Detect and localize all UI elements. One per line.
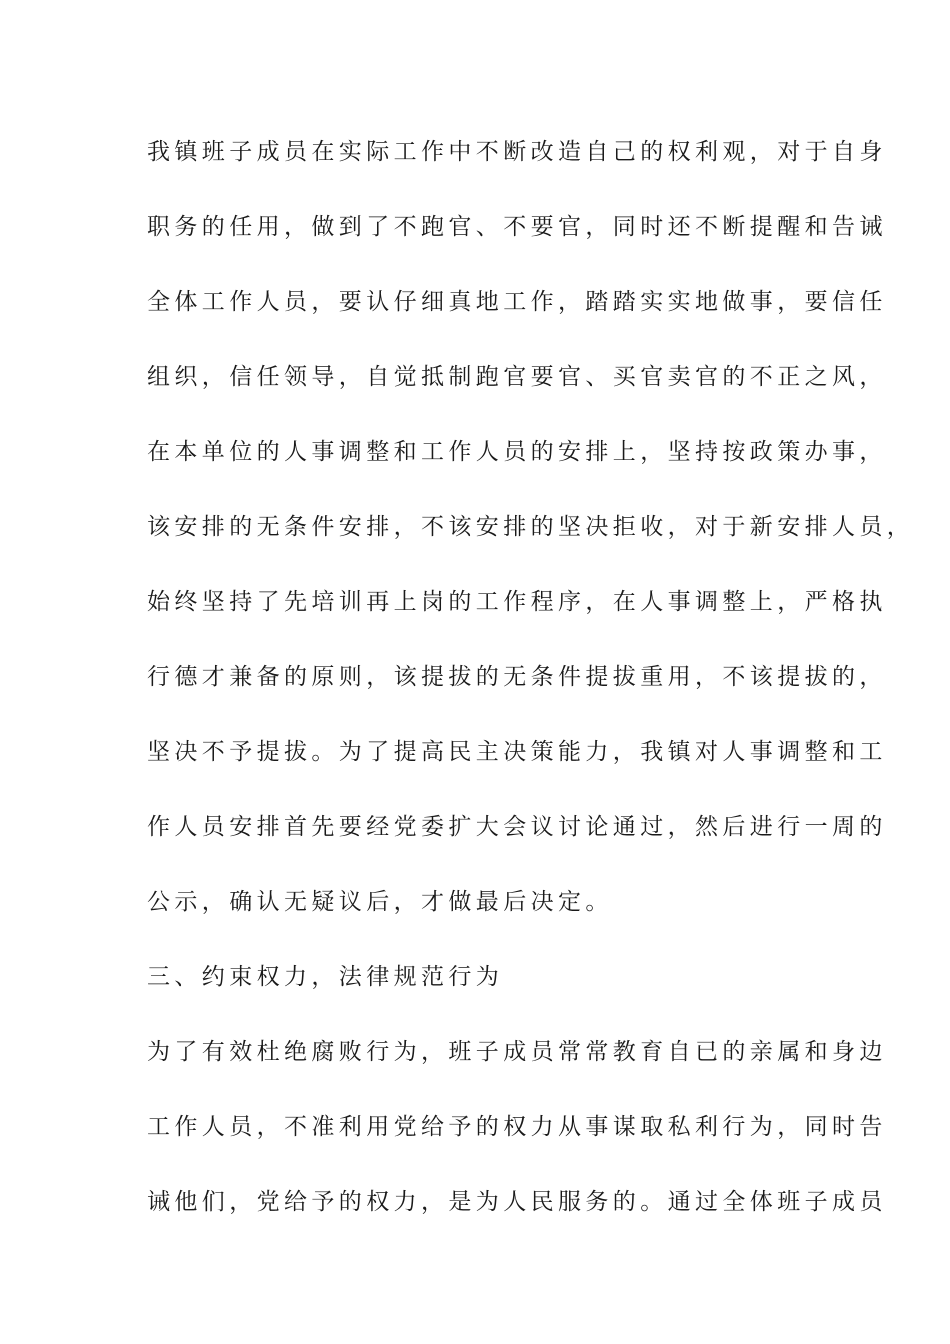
paragraph-line: 始终坚持了先培训再上岗的工作程序，在人事调整上，严格执 [147,589,887,615]
section-heading: 三、约束权力，法律规范行为 [147,964,504,990]
paragraph-line: 为了有效杜绝腐败行为，班子成员常常教育自已的亲属和身边 [147,1039,887,1065]
paragraph-line: 诫他们，党给予的权力，是为人民服务的。通过全体班子成员 [147,1189,887,1215]
paragraph-line: 该安排的无条件安排，不该安排的坚决拒收，对于新安排人员， [147,514,915,540]
paragraph-line: 在本单位的人事调整和工作人员的安排上，坚持按政策办事， [147,439,887,465]
paragraph-line: 组织，信任领导，自觉抵制跑官要官、买官卖官的不正之风， [147,364,887,390]
paragraph-line: 作人员安排首先要经党委扩大会议讨论通过，然后进行一周的 [147,814,887,840]
paragraph-line: 工作人员，不准利用党给予的权力从事谋取私利行为，同时告 [147,1114,887,1140]
paragraph-line: 职务的任用，做到了不跑官、不要官，同时还不断提醒和告诫 [147,214,887,240]
paragraph-line: 我镇班子成员在实际工作中不断改造自己的权利观，对于自身 [147,139,887,165]
paragraph-line: 公示，确认无疑议后，才做最后决定。 [147,889,613,915]
paragraph-line: 坚决不予提拔。为了提高民主决策能力，我镇对人事调整和工 [147,739,887,765]
paragraph-line: 行德才兼备的原则，该提拔的无条件提拔重用，不该提拔的， [147,664,887,690]
paragraph-line: 全体工作人员，要认仔细真地工作，踏踏实实地做事，要信任 [147,289,887,315]
